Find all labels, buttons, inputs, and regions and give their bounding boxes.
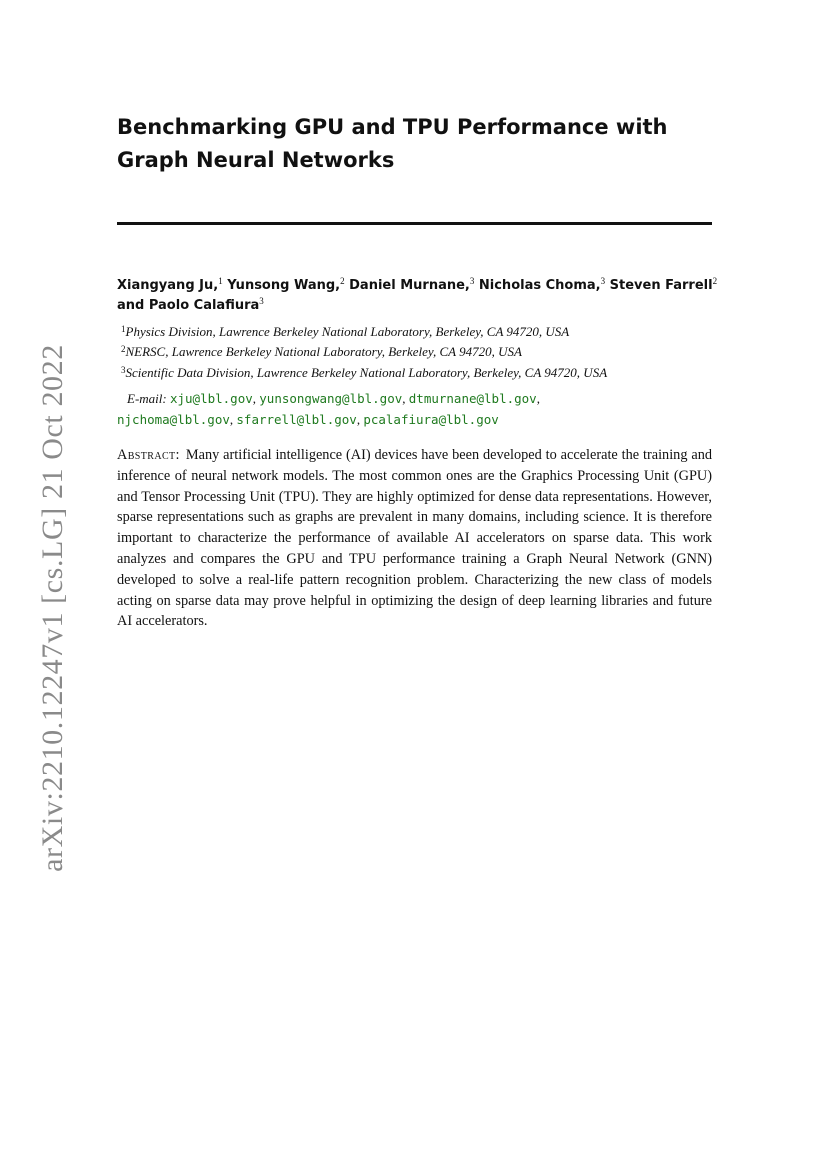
author-affiliation-mark: 3 xyxy=(600,276,606,286)
email-link[interactable]: yunsongwang@lbl.gov xyxy=(259,391,403,406)
email-label: E-mail: xyxy=(127,391,167,406)
affiliation-3 xyxy=(121,365,721,381)
author-line-2 xyxy=(117,296,717,316)
author-name: and Paolo Calafiura xyxy=(117,298,260,313)
email-link[interactable]: njchoma@lbl.gov xyxy=(117,412,230,427)
affiliation-number: 2 xyxy=(121,344,126,354)
abstract-label: Abstract: xyxy=(117,447,180,463)
author-line-1 xyxy=(117,276,717,296)
email-link[interactable]: pcalafiura@lbl.gov xyxy=(363,412,499,427)
email-block xyxy=(117,388,717,430)
title-line-2: Graph Neural Networks xyxy=(117,148,395,172)
affiliation-2 xyxy=(121,344,721,360)
abstract xyxy=(117,445,712,632)
author-affiliation-mark: 3 xyxy=(469,276,475,286)
affiliation-number: 3 xyxy=(121,365,126,375)
affiliation-text: NERSC, Lawrence Berkeley National Laboratory, Berkeley, CA 94720, USA xyxy=(125,344,522,359)
author-name: Daniel Murnane, xyxy=(349,278,470,293)
email-line-1: E-mail: xju@lbl.gov, yunsongwang@lbl.gov, dtmurnane@lbl.gov, xyxy=(127,391,540,406)
title-line-1: Benchmarking GPU and TPU Performance with xyxy=(117,115,668,139)
email-link[interactable]: sfarrell@lbl.gov xyxy=(236,412,357,427)
author-affiliation-mark: 1 xyxy=(218,276,223,286)
affiliation-number: 1 xyxy=(121,324,126,334)
author-name: Yunsong Wang, xyxy=(227,278,341,293)
affiliation-text: Physics Division, Lawrence Berkeley National Laboratory, Berkeley, CA 94720, USA xyxy=(125,324,570,339)
email-link[interactable]: dtmurnane@lbl.gov xyxy=(408,391,537,406)
author-name: Nicholas Choma, xyxy=(478,278,601,293)
author-affiliation-mark: 3 xyxy=(259,296,264,306)
paper-title xyxy=(117,111,717,177)
author-affiliation-mark: 2 xyxy=(340,276,345,286)
email-line-2: njchoma@lbl.gov, sfarrell@lbl.gov, pcalafiura@lbl.gov xyxy=(117,412,499,427)
author-list xyxy=(117,276,717,316)
author-name: Steven Farrell xyxy=(609,278,713,293)
affiliation-1 xyxy=(121,324,721,340)
author-name: Xiangyang Ju, xyxy=(117,278,219,293)
title-rule xyxy=(117,222,712,225)
arxiv-side-stamp: arXiv:2210.12247v1 [cs.LG] 21 Oct 2022 xyxy=(36,344,69,872)
author-affiliation-mark: 2 xyxy=(712,276,718,286)
email-link[interactable]: xju@lbl.gov xyxy=(169,391,253,406)
affiliation-text: Scientific Data Division, Lawrence Berkeley National Laboratory, Berkeley, CA 94720, USA xyxy=(125,365,608,380)
abstract-text: Many artificial intelligence (AI) devices have been developed to accelerate the training and inference of neural network models. The most common ones are the Graphics Processing Unit (GPU) and Tensor Processing Unit (TPU). They are highly optimized for dense data representations. However, sparse representations such as graphs are prevalent in many domains, including science. It is therefore important to characterize the performance of available AI accelerators on sparse data. This work analyzes and compares the GPU and TPU performance training a Graph Neural Network (GNN) developed to solve a real-life pattern recognition problem. Characterizing the new class of models acting on sparse data may prove helpful in optimizing the design of deep learning libraries and future AI accelerators. xyxy=(117,447,712,630)
